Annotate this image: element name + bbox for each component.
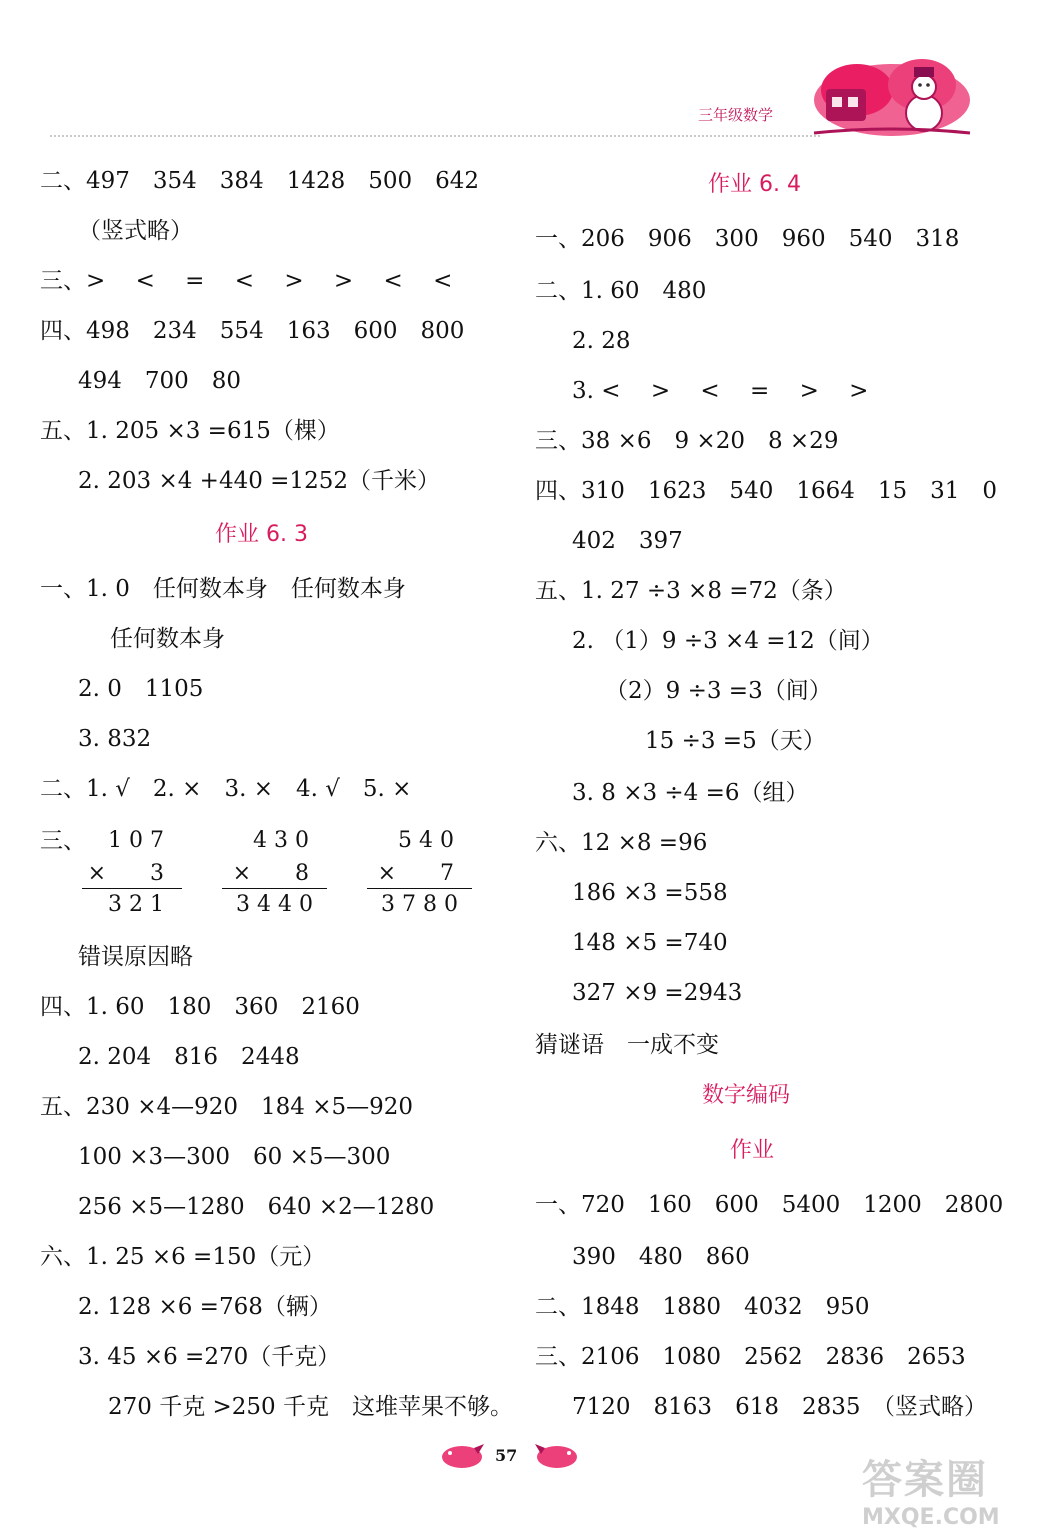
watermark-url: MXQE.COM <box>862 1505 1000 1530</box>
answer-line: 15 ÷3 =5（天） <box>645 728 826 754</box>
page-number: 57 <box>495 1446 518 1465</box>
mult-multiplier: × 3 <box>87 861 164 886</box>
answer-line: 三、> < = < > > < < <box>40 268 453 294</box>
answer-line: 任何数本身 <box>110 626 225 652</box>
answer-line: 2. 28 <box>572 328 631 354</box>
answer-line: 三、2106 1080 2562 2836 2653 <box>535 1344 966 1370</box>
answer-line: 7120 8163 618 2835 （竖式略） <box>572 1394 987 1420</box>
mult-product: 3 4 4 0 <box>236 892 313 917</box>
bird-left-icon <box>440 1440 484 1470</box>
answer-line: 494 700 80 <box>78 368 242 394</box>
section-heading: 数字编码 <box>702 1083 791 1108</box>
answer-line: 148 ×5 =740 <box>572 930 728 956</box>
answer-line: 五、230 ×4—920 184 ×5—920 <box>40 1094 414 1120</box>
mult-multiplicand: 1 0 7 <box>108 828 164 853</box>
answer-line: 二、1. 60 480 <box>535 278 707 304</box>
answer-line: 256 ×5—1280 640 ×2—1280 <box>78 1194 435 1220</box>
answer-line: （竖式略） <box>78 218 193 244</box>
bird-right-icon <box>535 1440 579 1470</box>
answer-line: 2. 204 816 2448 <box>78 1044 300 1070</box>
watermark-logo <box>862 1448 1037 1530</box>
section-heading: 作业 6. 4 <box>708 172 801 197</box>
header-title: 三年级数学 <box>698 106 774 124</box>
answer-line: 一、720 160 600 5400 1200 2800 <box>535 1192 1004 1218</box>
answer-line: 五、1. 205 ×3 =615（棵） <box>40 418 340 444</box>
mult-multiplier: × 7 <box>377 861 454 886</box>
answer-line: 三、38 ×6 9 ×20 8 ×29 <box>535 428 839 454</box>
mult-rule <box>82 888 182 889</box>
answer-line: 猜谜语 一成不变 <box>535 1032 719 1058</box>
section-subheading: 作业 <box>730 1138 775 1163</box>
mult-multiplicand: 5 4 0 <box>398 828 454 853</box>
answer-line: 四、310 1623 540 1664 15 31 0 <box>535 478 998 504</box>
section-heading: 作业 6. 3 <box>215 522 308 547</box>
watermark-text: 答案圈 <box>862 1457 988 1503</box>
answer-line: 一、206 906 300 960 540 318 <box>535 226 960 252</box>
header-divider <box>50 135 820 137</box>
vertical-multiplication <box>82 830 182 920</box>
answer-line: 错误原因略 <box>78 944 193 970</box>
mult-multiplicand: 4 3 0 <box>253 828 309 853</box>
answer-line: 3. < > < = > > <box>572 378 869 404</box>
mult-product: 3 2 1 <box>108 892 164 917</box>
answer-line: 100 ×3—300 60 ×5—300 <box>78 1144 391 1170</box>
answer-line: 3. 8 ×3 ÷4 =6（组） <box>572 780 809 806</box>
answer-line: 三、 <box>40 828 86 854</box>
mult-rule <box>367 888 472 889</box>
mult-rule <box>222 888 327 889</box>
answer-line: （2）9 ÷3 =3（间） <box>605 678 832 704</box>
answer-line: 二、497 354 384 1428 500 642 <box>40 168 480 194</box>
answer-line: 六、12 ×8 =96 <box>535 830 708 856</box>
mult-multiplier: × 8 <box>232 861 309 886</box>
answer-line: 一、1. 0 任何数本身 任何数本身 <box>40 576 406 602</box>
answer-line: 3. 45 ×6 =270（千克） <box>78 1344 341 1370</box>
answer-line: 六、1. 25 ×6 =150（元） <box>40 1244 326 1270</box>
answer-line: 四、498 234 554 163 600 800 <box>40 318 465 344</box>
answer-line: 2. 128 ×6 =768（辆） <box>78 1294 332 1320</box>
answer-line: 402 397 <box>572 528 683 554</box>
answer-line: 186 ×3 =558 <box>572 880 728 906</box>
mult-product: 3 7 8 0 <box>381 892 458 917</box>
answer-line: 五、1. 27 ÷3 ×8 =72（条） <box>535 578 847 604</box>
answer-line: 390 480 860 <box>572 1244 750 1270</box>
answer-line: 2. （1）9 ÷3 ×4 =12（间） <box>572 628 884 654</box>
vertical-multiplication <box>367 830 472 920</box>
answer-line: 2. 0 1105 <box>78 676 204 702</box>
answer-line: 四、1. 60 180 360 2160 <box>40 994 360 1020</box>
answer-line: 270 千克 >250 千克 这堆苹果不够。 <box>108 1394 514 1420</box>
answer-line: 二、1848 1880 4032 950 <box>535 1294 870 1320</box>
vertical-multiplication <box>222 830 327 920</box>
answer-line: 二、1. √ 2. × 3. × 4. √ 5. × <box>40 776 412 802</box>
snowman-header-icon <box>812 55 972 140</box>
answer-line: 2. 203 ×4 +440 =1252（千米） <box>78 468 440 494</box>
answer-line: 327 ×9 =2943 <box>572 980 743 1006</box>
answer-line: 3. 832 <box>78 726 152 752</box>
